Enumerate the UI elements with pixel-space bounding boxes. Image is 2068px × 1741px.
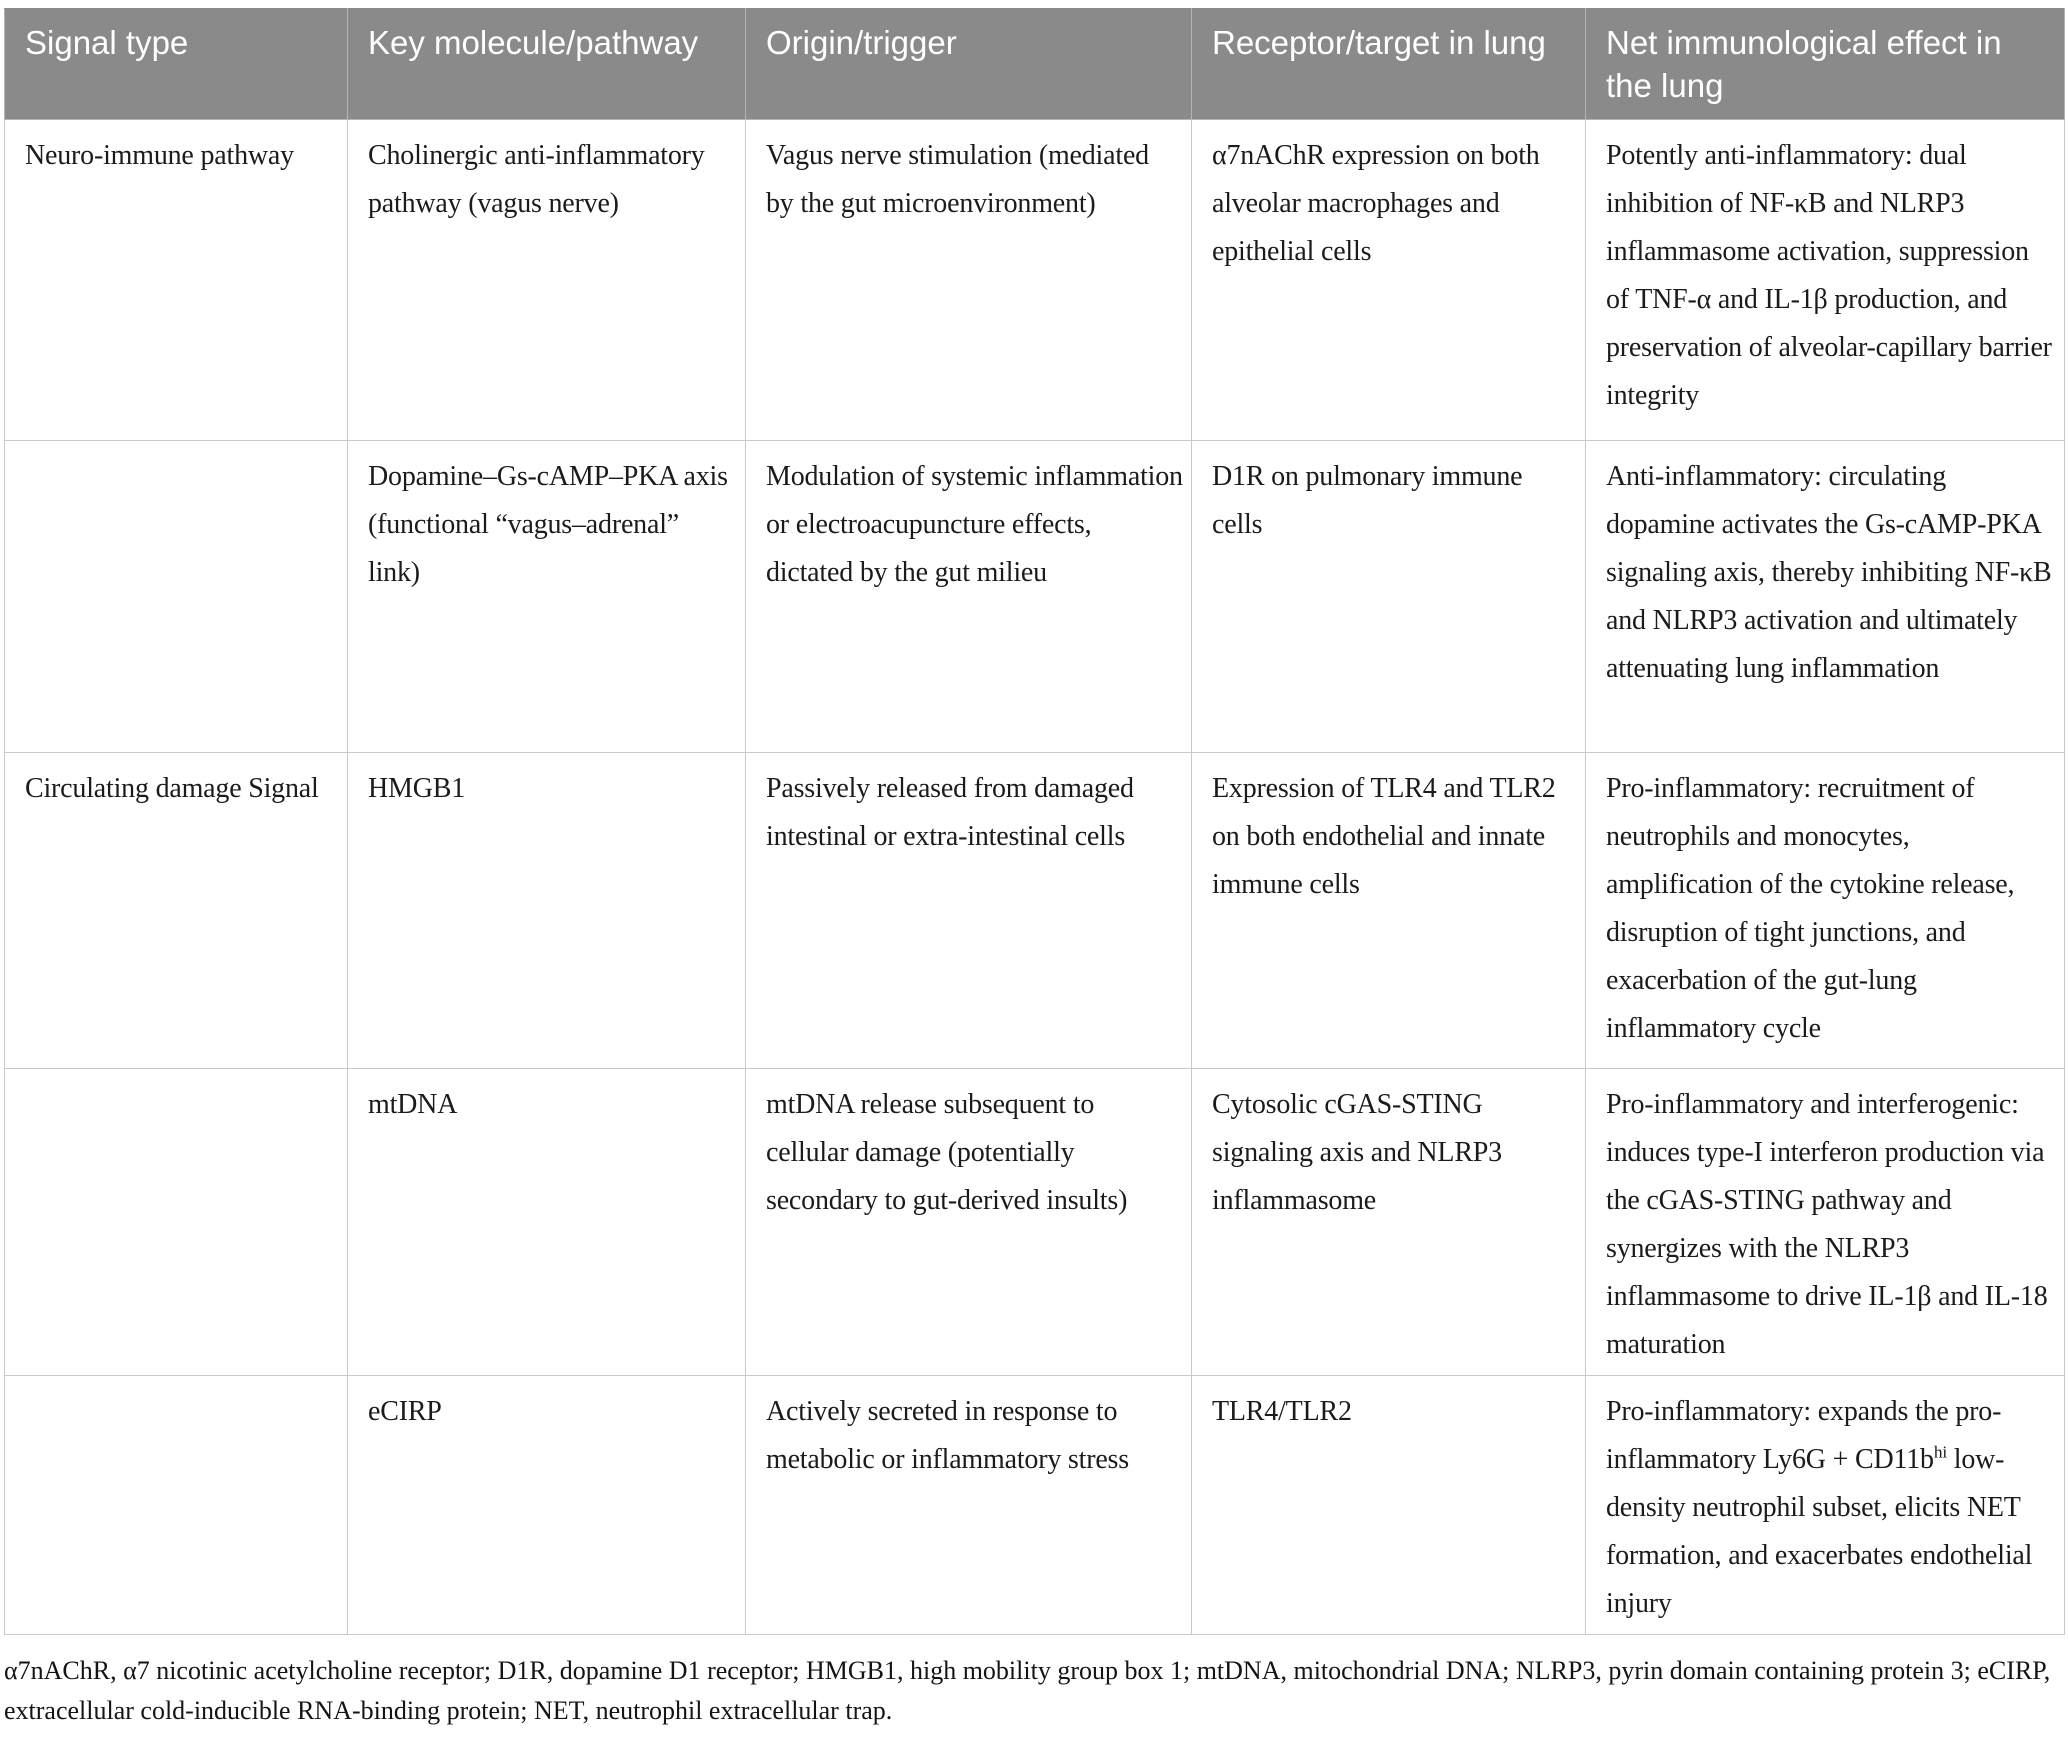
cell-origin-trigger: mtDNA release subsequent to cellular damage (potentially secondary to gut-derived insults) (746, 1069, 1192, 1376)
cell-net-effect: Pro-inflammatory and interferogenic: induces type-I interferon production via the cGAS-STING pathway and synergizes with the NLRP3 inflammasome to drive IL-1β and IL-18 maturation (1586, 1069, 2065, 1376)
header-row (5, 9, 2065, 120)
cell-signal-type: Neuro-immune pathway (5, 120, 348, 441)
cell-net-effect: Potently anti-inflammatory: dual inhibition of NF-κB and NLRP3 inflammasome activation, suppression of TNF-α and IL-1β production, and preservation of alveolar-capillary barrier integrity (1586, 120, 2065, 441)
col-header-net-effect: Net immunological effect in the lung (1586, 9, 2065, 120)
cell-net-effect: Pro-inflammatory: recruitment of neutrophils and monocytes, amplification of the cytokine release, disruption of tight junctions, and exacerbation of the gut-lung inflammatory cycle (1586, 753, 2065, 1069)
cell-signal-type: Circulating damage Signal (5, 753, 348, 1069)
cell-origin-trigger: Actively secreted in response to metabolic or inflammatory stress (746, 1376, 1192, 1635)
cell-origin-trigger: Modulation of systemic inflammation or electroacupuncture effects, dictated by the gut milieu (746, 441, 1192, 753)
cell-signal-type (5, 1069, 348, 1376)
cell-receptor-target: α7nAChR expression on both alveolar macrophages and epithelial cells (1192, 120, 1586, 441)
cell-signal-type (5, 441, 348, 753)
col-header-receptor-target: Receptor/target in lung (1192, 9, 1586, 120)
col-header-key-molecule: Key molecule/pathway (348, 9, 746, 120)
cell-key-molecule: mtDNA (348, 1069, 746, 1376)
cell-key-molecule: HMGB1 (348, 753, 746, 1069)
col-header-origin-trigger: Origin/trigger (746, 9, 1192, 120)
effect-text-after: low-density neutrophil subset, elicits NET formation, and exacerbates endothelial injury (1606, 1444, 2033, 1619)
cell-key-molecule: Cholinergic anti-inflammatory pathway (vagus nerve) (348, 120, 746, 441)
cell-net-effect: Anti-inflammatory: circulating dopamine activates the Gs-cAMP-PKA signaling axis, thereby inhibiting NF-κB and NLRP3 activation and ultimately attenuating lung inflammation (1586, 441, 2065, 753)
table-row-ecirp (5, 1376, 2065, 1635)
cell-key-molecule: eCIRP (348, 1376, 746, 1635)
effect-text: Pro-inflammatory: expands the pro-inflammatory Ly6G + CD11b (1606, 1396, 2002, 1475)
table-row-mtdna (5, 1069, 2065, 1376)
gut-lung-signal-table (4, 8, 2065, 1635)
cell-key-molecule: Dopamine–Gs-cAMP–PKA axis (functional “vagus–adrenal” link) (348, 441, 746, 753)
table-body (5, 120, 2065, 1635)
table-header (5, 9, 2065, 120)
cell-net-effect (1586, 1376, 2065, 1635)
cell-origin-trigger: Vagus nerve stimulation (mediated by the gut microenvironment) (746, 120, 1192, 441)
table-row-hmgb1 (5, 753, 2065, 1069)
cell-receptor-target: Cytosolic cGAS-STING signaling axis and NLRP3 inflammasome (1192, 1069, 1586, 1376)
table-footnote: α7nAChR, α7 nicotinic acetylcholine receptor; D1R, dopamine D1 receptor; HMGB1, high mobility group box 1; mtDNA, mitochondrial DNA; NLRP3, pyrin domain containing protein 3; eCIRP, extracellular cold-inducible RNA-binding protein; NET, neutrophil extracellular trap. (4, 1656, 2051, 1725)
table-row-cholinergic (5, 120, 2065, 441)
cell-receptor-target: Expression of TLR4 and TLR2 on both endothelial and innate immune cells (1192, 753, 1586, 1069)
col-header-signal-type: Signal type (5, 9, 348, 120)
cell-origin-trigger: Passively released from damaged intestinal or extra-intestinal cells (746, 753, 1192, 1069)
table-row-dopamine (5, 441, 2065, 753)
cell-signal-type (5, 1376, 348, 1635)
cell-receptor-target: D1R on pulmonary immune cells (1192, 441, 1586, 753)
cell-receptor-target: TLR4/TLR2 (1192, 1376, 1586, 1635)
effect-superscript-hi: hi (1933, 1442, 1947, 1462)
